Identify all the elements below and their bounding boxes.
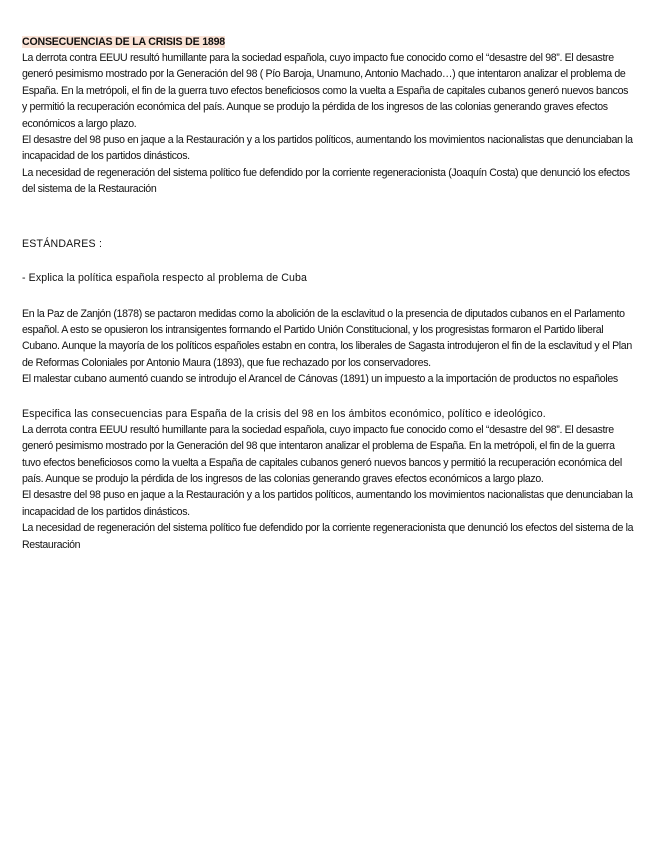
standard-2-title: Especifica las consecuencias para España de la crisis del 98 en los ámbitos económico, político e ideológico. [22,407,546,420]
document-page [22,34,634,553]
intro-paragraph-1: La derrota contra EEUU resultó humillante para la sociedad española, cuyo impacto fue conocido como el “desastre del 98”. El desastre generó pesimismo mostrado por la Generación del 98 ( Pío Baroja, Unamuno, Antonio Machado…) que intentaron analizar el problema de España. En la metrópoli, el fin de la guerra tuvo efectos beneficiosos como la vuelta a España de capitales cubanos generó nuevos bancos y permitió la recuperación económica del país. Aunque se produjo la pérdida de los ingresos de las colonias generando graves efectos económicos a largo plazo. [22,52,629,130]
standard-2-body [22,422,634,553]
intro-section [22,50,634,198]
standard-1-title: - Explica la política española respecto al problema de Cuba [22,271,308,284]
standards-label: ESTÁNDARES : [22,237,103,250]
title-text: CONSECUENCIAS DE LA CRISIS DE 1898 [22,36,225,48]
intro-paragraph-2: El desastre del 98 puso en jaque a la Restauración y a los partidos políticos, aumentando los movimientos nacionalistas que denunciaban la incapacidad de los partidos dinásticos. [22,134,633,163]
document-title [22,34,634,50]
intro-paragraph-3: La necesidad de regeneración del sistema político fue defendido por la corriente regeneracionista (Joaquín Costa) que denunció los efectos del sistema de la Restauración [22,166,630,196]
standard-2-paragraph-1: La derrota contra EEUU resultó humillante para la sociedad española, cuyo impacto fue conocido como el “desastre del 98”. El desastre generó pesimismo mostrado por la Generación del 98 que intentaron analizar el problema de España. En la metrópoli, el fin de la guerra tuvo efectos beneficiosos como la vuelta a España de capitales cubanos generó nuevos bancos y permitió la recuperación económica del país. Aunque se produjo la pérdida de los ingresos de las colonias generando graves efectos económicos a largo plazo. [22,423,622,485]
standard-2-paragraph-2: El desastre del 98 puso en jaque a la Restauración y a los partidos políticos, aumentando los movimientos nacionalistas que denunciaban la incapacidad de los partidos dinásticos. [22,489,633,518]
standard-2-paragraph-3: La necesidad de regeneración del sistema político fue defendido por la corriente regeneracionista que denunció los efectos del sistema de la Restauración [22,522,634,551]
standard-1-paragraph-2: El malestar cubano aumentó cuando se introdujo el Arancel de Cánovas (1891) un impuesto a la importación de productos no españoles [22,373,618,386]
standard-1-body [22,306,634,388]
standard-1-paragraph-1: En la Paz de Zanjón (1878) se pactaron medidas como la abolición de la esclavitud o la presencia de diputados cubanos en el Parlamento español. A esto se opusieron los intransigentes formando el Partido Unión Constitucional, y los progresistas formaron el Partido liberal Cubano. Aunque la mayoría de los políticos españoles estabn en contra, los liberales de Sagasta introdujeron el fin de la esclavitud y el Plan de Reformas Coloniales por Antonio Maura (1893), que fue rechazado por los conservadores. [22,307,632,369]
